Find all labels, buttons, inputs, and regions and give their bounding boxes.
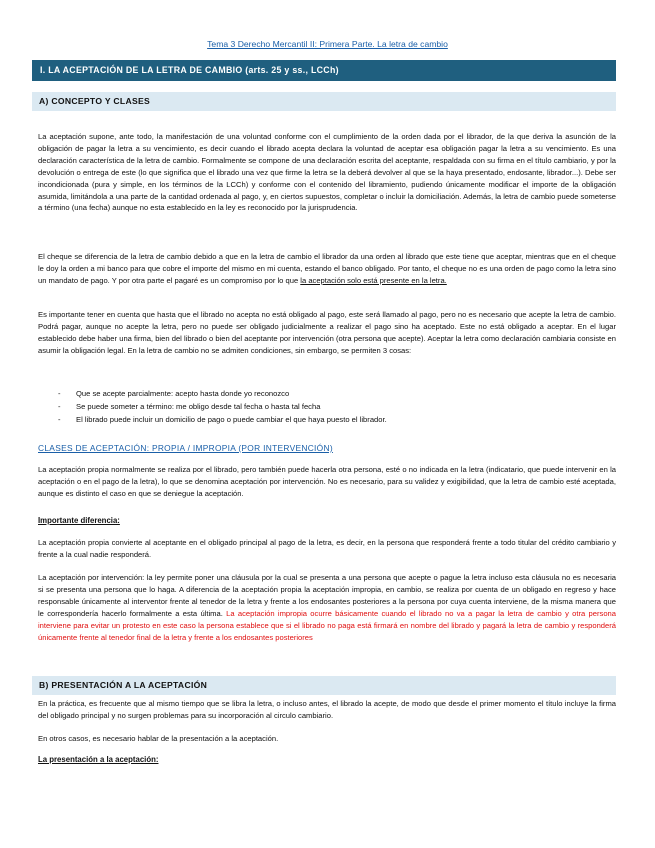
paragraph-propia: La aceptación propia normalmente se realiza por el librado, pero también puede hacerla otra persona, esté o no indicada en la letra (indicatario, que puede intervenir en la aceptación o en el pago de la letra), lo que se denomina aceptación por intervención. No es necesario, para su validez y exigibilidad, que la letra de cambio esté aceptada, aunque es distinto el caso en que se deniegue la aceptación. [38, 465, 616, 498]
bullet-dash: - [58, 402, 61, 411]
presentacion-heading: La presentación a la aceptación: [38, 755, 159, 764]
paragraph-concept: La aceptación supone, ante todo, la manifestación de una voluntad conforme con el cumplimiento de la orden dada por el librador, de la que deriva la asunción de la obligación de pagar la letra a su vencimiento, es decir cuando el librado acepta declara la voluntad de aceptar esa obligación pagar la letra a su vencimiento. Es una declaración característica de la letra de cambio. Formalmente se compone de una declaración escrita del aceptante, respaldada con su firma en el título cambiario, y por la devolución o entrega de este (lo que significa que el librado una vez que firme la letra se la deberá devolver al que se la haya presentado, endosante, librador...). Debe ser incondicionada (pura y simple, en los términos de la LCCh) y conforme con el contenido del libramiento, pudiendo únicamente modificar el importe de la obligación asumida, limitándola a una parte de la cantidad ordenada al pago, y, en ciertos supuestos, completar o incluir la domiciliación. Además, la letra de cambio puede someterse a término (una fecha) aunque no esta establecido en la ley es reconocido por la jurisprudencia. [38, 132, 616, 213]
clases-heading: CLASES DE ACEPTACIÓN: PROPIA / IMPROPIA (POR INTERVENCIÓN) [38, 443, 333, 453]
permitted-list [38, 387, 598, 426]
paragraph-cheque [38, 251, 616, 287]
header-link[interactable]: Tema 3 Derecho Mercantil II: Primera Parte. La letra de cambio [207, 39, 448, 49]
paragraph-obligation: Es importante tener en cuenta que hasta que el librado no acepta no está obligado al pago, este será llamado al pago, pero no es necesario que acepte la letra de cambio. Podrá pagar, aunque no acepte la letra, pero no puede ser obligado judicialmente a realizar el pago sino ha aceptado. Este no está obligado a aceptar. En el lugar establecido debe haber una firma, bien del librado o bien del aceptante por intervención (otra persona que acepte). Aceptar la letra como declaración cambiaria consiste en asumir la obligación legal. En la letra de cambio no se admiten condiciones, sin embargo, se permiten 3 cosas: [38, 310, 616, 355]
list-item [38, 413, 598, 426]
paragraph-intervencion [38, 572, 616, 643]
bullet-dash: - [58, 415, 61, 424]
list-item [38, 400, 598, 413]
paragraph-cheque-underlined: la aceptación solo está presente en la letra. [300, 275, 447, 285]
list-item [38, 387, 598, 400]
paragraph-intervencion-highlight: La aceptación impropia ocurre básicamente cuando el librado no va a pagar la letra de cambio y otra persona interviene para evitar un protesto en este caso la persona establece que si el librado no paga está firmará en nombre del librado y pagará la letra de cambio y responderá únicamente frente al tenedor final de la letra y frente a los endosantes posteriores [38, 608, 616, 642]
paragraph-cheque-text: El cheque se diferencia de la letra de cambio debido a que en la letra de cambio el librador da una orden al librado que este tiene que aceptar, mientras que en el cheque le doy la orden a mi banco para que cobre el importe del mismo en mi cuenta, estando el banco obligado. Por tanto, el cheque no es una orden de pago como la letra sino un mandato de pago. Y por otra parte el pagaré es un compromiso por lo que [38, 252, 616, 285]
bullet-dash: - [58, 389, 61, 398]
paragraph-otros-casos: En otros casos, es necesario hablar de la presentación a la aceptación. [38, 734, 279, 743]
list-item-text: Se puede someter a término: me obligo desde tal fecha o hasta tal fecha [76, 402, 321, 411]
section-b-title: B) PRESENTACIÓN A LA ACEPTACIÓN [32, 676, 616, 695]
list-item-text: Que se acepte parcialmente: acepto hasta donde yo reconozco [76, 389, 290, 398]
section-1-title: I. LA ACEPTACIÓN DE LA LETRA DE CAMBIO (arts. 25 y ss., LCCh) [32, 60, 616, 81]
paragraph-practica: En la práctica, es frecuente que al mismo tiempo que se libra la letra, o incluso antes, el librado la acepte, de modo que desde el primer momento el título incluye la firma del obligado principal y no surgen problemas para su incorporación al circulo cambiario. [38, 699, 616, 720]
paragraph-diferencia: La aceptación propia convierte al aceptante en el obligado principal al pago de la letra, es decir, en la persona que responderá frente a todo titular del crédito cambiario y frente a la cual nadie responderá. [38, 538, 616, 559]
paragraph-intervencion-text: La aceptación por intervención: la ley permite poner una cláusula por la cual se presenta a una persona que acepte o pague la letra incluso esta cláusula no es necesaria si se presenta una persona que lo haga. A diferencia de la aceptación propia la aceptación impropia, en cambio, se realiza por cuenta de un obligado en regreso y hace responsable únicamente al interventor frente al tenedor de la letra y frente a los endosantes posteriores a la persona por cuya cuenta interviene, de la misma manera que le correspondería hacerlo formalmente a esta última. [38, 573, 616, 618]
section-a-title: A) CONCEPTO Y CLASES [32, 92, 616, 111]
importante-heading: Importante diferencia: [38, 516, 120, 525]
list-item-text: El librado puede incluir un domicilio de pago o puede cambiar el que haya puesto el librador. [76, 415, 387, 424]
